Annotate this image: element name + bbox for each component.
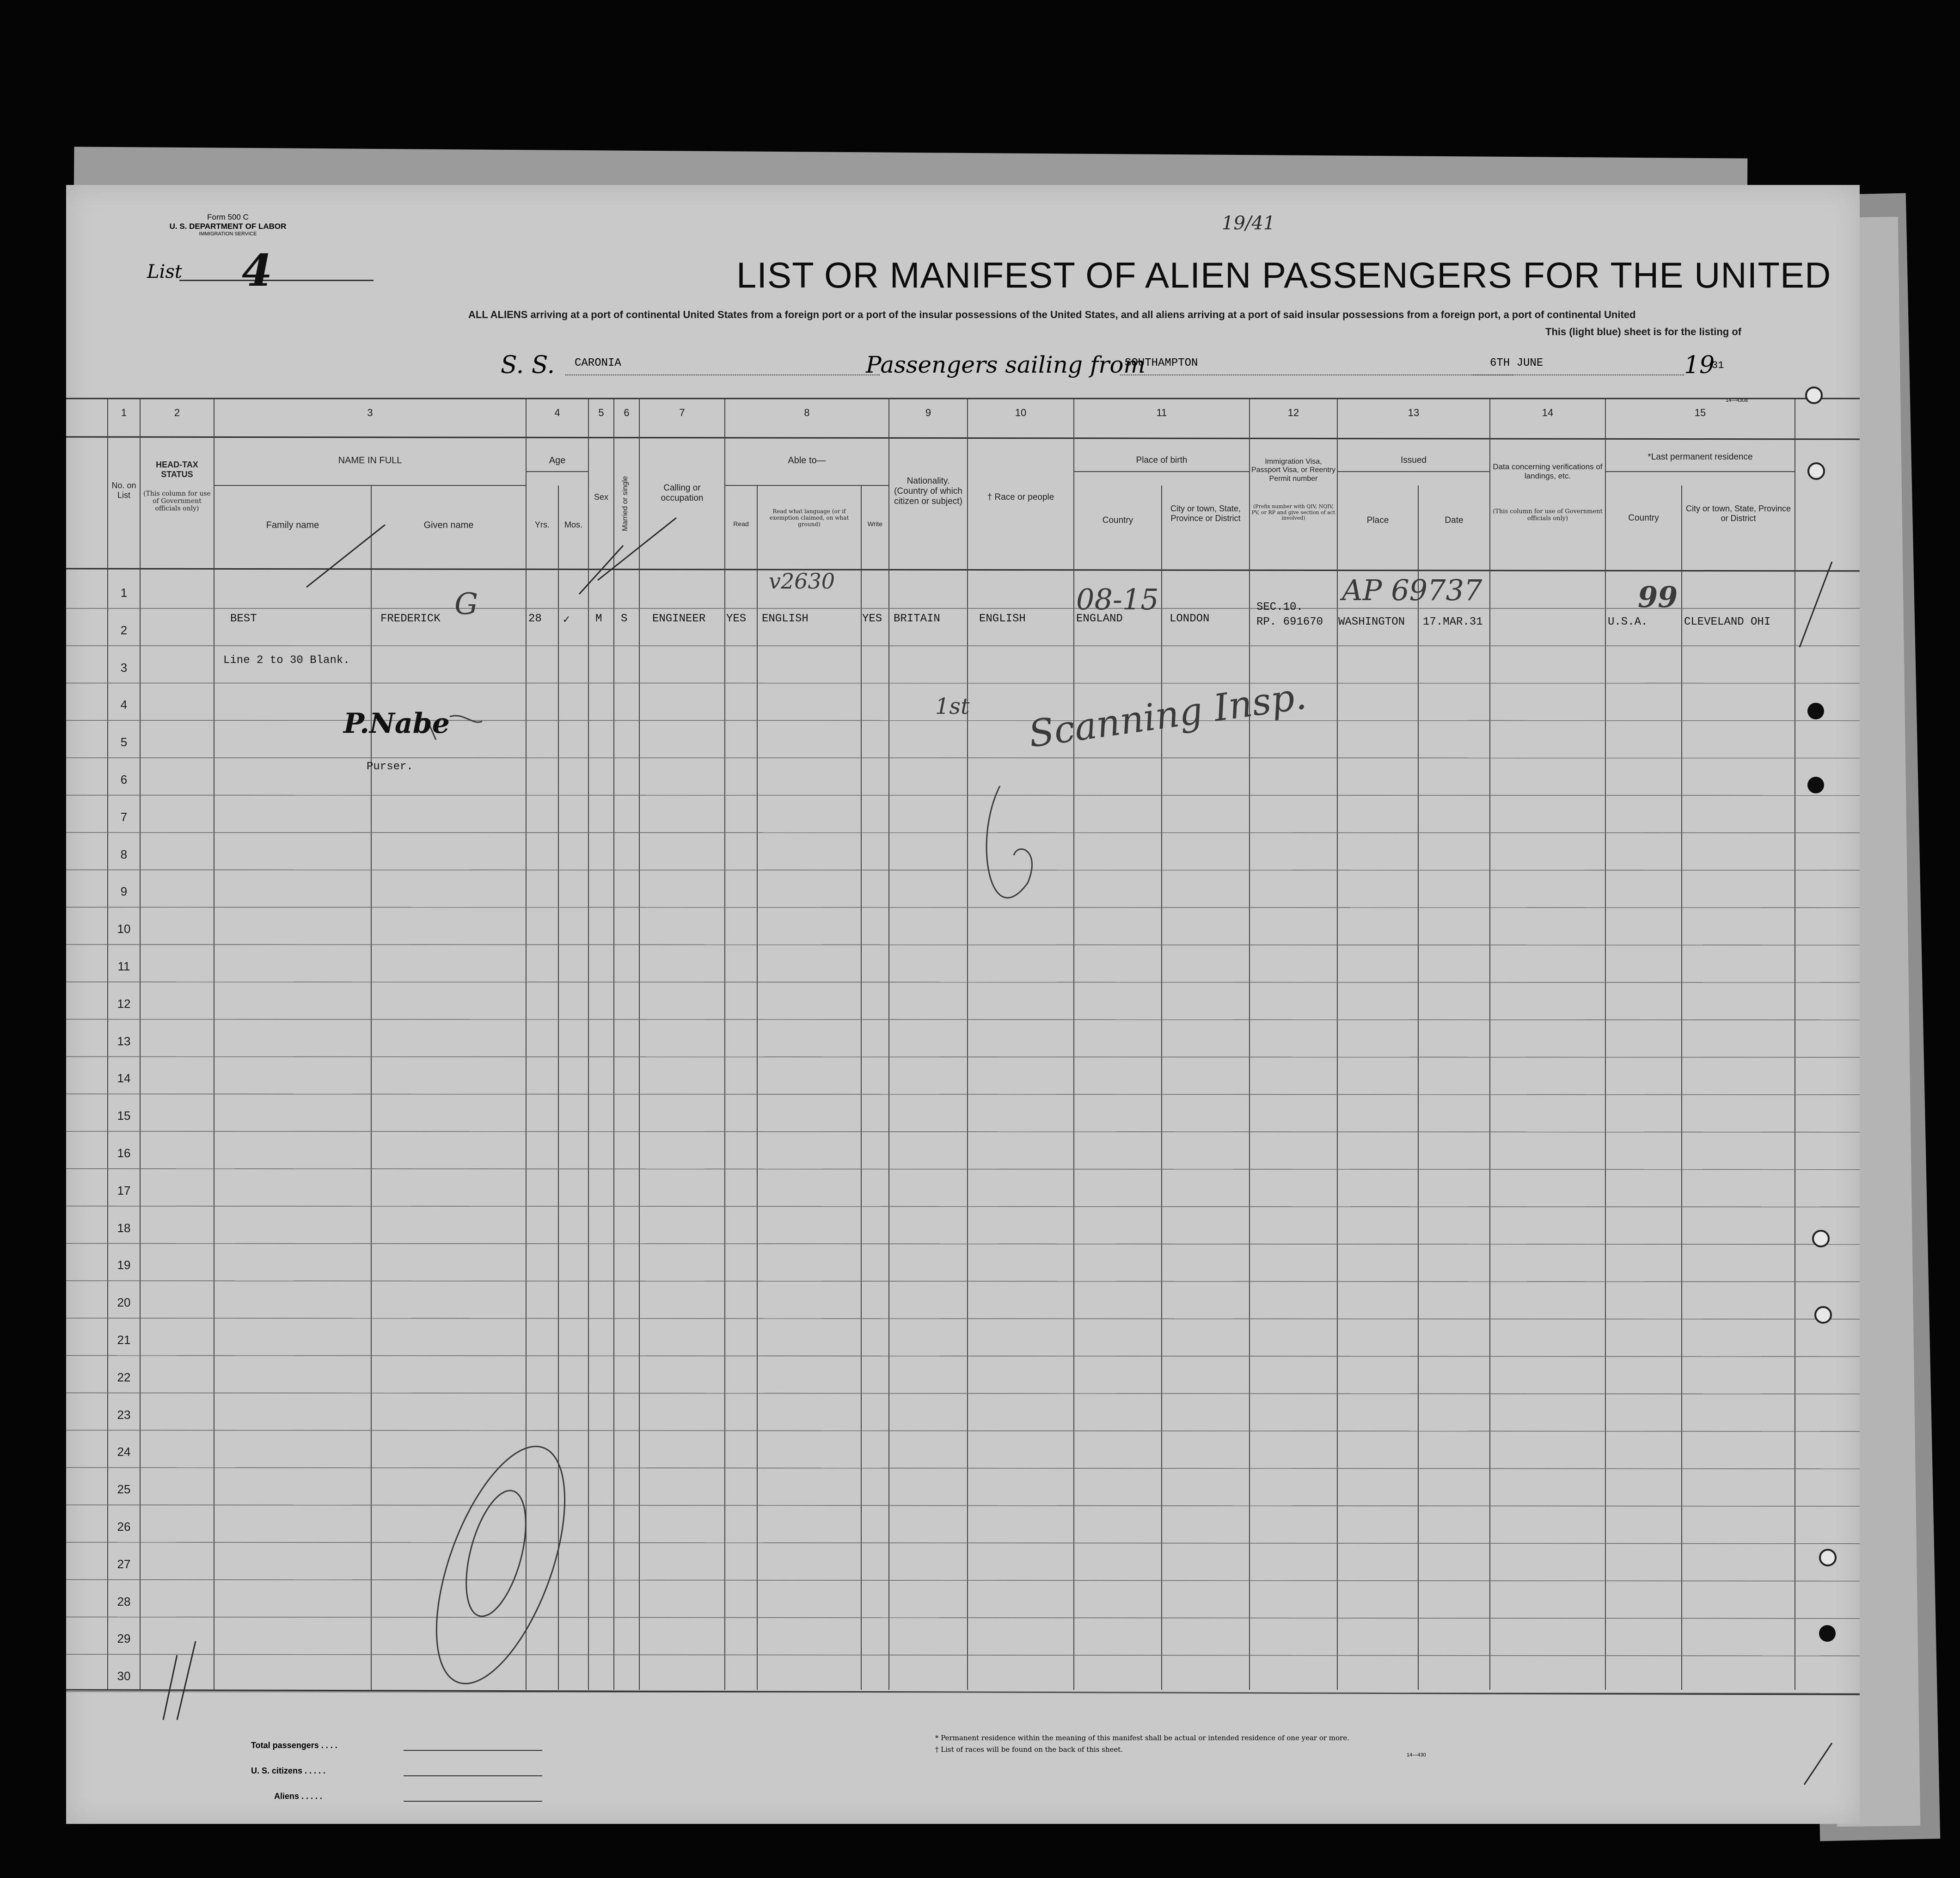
col-num-11: 11 (1156, 407, 1167, 418)
res-city-cell: CLEVELAND OHI (1684, 616, 1771, 628)
col-num-12: 12 (1287, 407, 1299, 418)
col-num-10: 10 (1015, 407, 1027, 418)
row-number: 8 (120, 847, 128, 861)
binder-hole (1812, 1230, 1830, 1247)
service-name: IMMIGRATION SERVICE (199, 231, 257, 237)
header-family-name: Family name (266, 520, 319, 530)
row-number: 3 (120, 660, 128, 675)
hand-read-number: v2630 (769, 569, 835, 594)
row-number: 23 (117, 1407, 131, 1422)
given-name-initial: G (454, 587, 478, 621)
age-months-cell: ✓ (563, 614, 570, 626)
year-suffix: 31 (1712, 360, 1724, 371)
row-number: 12 (117, 996, 131, 1011)
header-birth-city: City or town, State, Province or District (1170, 504, 1241, 523)
header-read: Read (733, 520, 749, 528)
age-years-cell: 28 (528, 613, 542, 625)
col-num-2: 2 (174, 407, 180, 418)
race-cell: ENGLISH (979, 613, 1026, 625)
ss-label: S. S. (501, 351, 555, 379)
hand-visa-number: AP 69737 (1342, 573, 1482, 607)
header-given-name: Given name (423, 520, 474, 530)
header-head-tax: HEAD-TAX STATUS (156, 460, 198, 479)
form-title: LIST OR MANIFEST OF ALIEN PASSENGERS FOR THE UNITED (736, 255, 1831, 295)
col-num-8: 8 (804, 407, 810, 418)
footnote-races: † List of races will be found on the back of this sheet. (935, 1745, 1123, 1754)
row-number: 10 (117, 922, 131, 936)
row-number: 11 (117, 959, 130, 973)
ship-name: CARONIA (575, 357, 621, 369)
header-last-residence: *Last permanent residence (1648, 452, 1753, 462)
aliens-label: Aliens . . . . . (274, 1792, 323, 1801)
binder-hole (1807, 777, 1824, 793)
sailing-label: Passengers sailing from (866, 351, 1145, 378)
row-number: 18 (117, 1221, 131, 1235)
hand-inspector-initial: 1st (935, 694, 970, 719)
us-citizens-label: U. S. citizens . . . . . (251, 1766, 326, 1775)
nationality-cell: BRITAIN (894, 613, 940, 625)
header-mos: Mos. (564, 520, 582, 529)
row-number: 9 (120, 884, 128, 899)
header-name-in-full: NAME IN FULL (338, 455, 402, 466)
col-num-13: 13 (1408, 407, 1420, 418)
marital-cell: S (621, 613, 628, 625)
header-able-to: Able to— (788, 455, 826, 466)
form-number: Form 500 C (207, 213, 249, 221)
header-res-country: Country (1628, 513, 1659, 523)
header-nationality: Nationality. (Country of which citizen or subject) (894, 476, 962, 506)
col-num-3: 3 (367, 407, 373, 418)
row-number: 19 (117, 1258, 131, 1272)
header-race: † Race or people (987, 492, 1054, 502)
row-number: 25 (117, 1482, 131, 1497)
issued-place-cell: WASHINGTON (1338, 616, 1405, 628)
purser-signature: P.Nabe (343, 707, 450, 740)
form-code: 14—430a (1726, 398, 1748, 403)
year-prefix: 19 (1684, 351, 1715, 379)
manifest-grid (66, 185, 1860, 1824)
footnote-residence: * Permanent residence within the meaning of this manifest shall be actual or intended residence of one year or more. (935, 1734, 1349, 1742)
intro-line-2: This (light blue) sheet is for the listing of (1545, 326, 1742, 338)
write-cell: YES (862, 613, 882, 625)
row-number: 30 (117, 1669, 131, 1683)
col-num-5: 5 (598, 407, 604, 418)
hand-inspector-signature: Scanning Insp. (1026, 674, 1309, 756)
read-cell: YES (726, 613, 747, 625)
header-visa: Immigration Visa, Passport Visa, or Reentry Permit number (1251, 458, 1335, 483)
header-read-lang: Read what language (or if exemption claimed, on what ground) (769, 508, 849, 528)
language-cell: ENGLISH (762, 613, 808, 625)
binder-hole (1807, 703, 1824, 719)
total-passengers-line (404, 1750, 542, 1751)
sailing-date: 6TH JUNE (1490, 357, 1544, 369)
col-num-6: 6 (624, 407, 630, 418)
col-num-1: 1 (121, 407, 127, 418)
us-citizens-line (404, 1775, 542, 1776)
list-label: List (147, 261, 182, 282)
header-place-of-birth: Place of birth (1136, 455, 1188, 465)
family-name-cell: BEST (230, 613, 257, 625)
sex-cell: M (595, 613, 602, 625)
row-number: 26 (117, 1520, 131, 1534)
total-passengers-label: Total passengers . . . . (251, 1741, 337, 1750)
top-scrawl: 19/41 (1222, 213, 1275, 234)
row-number: 21 (117, 1333, 131, 1347)
header-married: Married or single (621, 476, 629, 531)
row-number: 5 (120, 735, 128, 749)
row-number: 17 (117, 1183, 131, 1197)
header-issued-date: Date (1445, 516, 1464, 525)
birth-city-cell: LONDON (1170, 613, 1210, 625)
header-landing: Data concerning verifications of landings, etc. (1493, 462, 1603, 480)
purser-title: Purser. (367, 761, 413, 773)
list-number: 4 (242, 245, 273, 296)
row-number: 14 (117, 1071, 131, 1086)
res-country-cell: U.S.A. (1608, 616, 1648, 628)
binder-hole (1819, 1549, 1837, 1566)
col-num-14: 14 (1542, 407, 1554, 418)
col-num-15: 15 (1694, 407, 1706, 418)
header-yrs: Yrs. (534, 520, 550, 529)
row-number: 24 (117, 1445, 131, 1459)
binder-hole (1805, 387, 1823, 404)
footer-form-code: 14—430 (1407, 1752, 1426, 1758)
port-name: SOUTHAMPTON (1125, 357, 1198, 369)
row-number: 13 (117, 1034, 131, 1048)
header-sex: Sex (594, 492, 609, 502)
given-name-cell: FREDERICK (380, 613, 441, 625)
row-number: 7 (120, 810, 128, 824)
header-age: Age (549, 455, 566, 466)
row-number: 16 (117, 1146, 131, 1160)
binder-hole (1814, 1306, 1832, 1324)
header-calling: Calling or occupation (661, 483, 704, 503)
row-number: 4 (120, 698, 128, 712)
department-name: U. S. DEPARTMENT OF LABOR (169, 222, 287, 231)
header-landing-note: (This column for use of Government officials only) (1493, 508, 1603, 522)
col-num-4: 4 (554, 407, 560, 418)
row-number: 15 (117, 1109, 131, 1123)
binder-hole (1807, 462, 1825, 480)
manifest-sheet (66, 185, 1860, 1824)
col-num-7: 7 (679, 407, 685, 418)
visa-section-cell: SEC.10. (1256, 601, 1303, 614)
aliens-line (404, 1801, 542, 1802)
intro-line-1: ALL ALIENS arriving at a port of continental United States from a foreign port or a port of the insular possessions of the United States, and all aliens arriving at a port of said insular possessions from a foreign port, a port of continental United (468, 309, 1636, 320)
header-head-tax-note: (This column for use of Government officials only) (143, 490, 211, 513)
header-res-city: City or town, State, Province or District (1685, 504, 1791, 523)
row-number: 1 (120, 586, 128, 600)
header-visa-note: (Prefix number with QIV, NQIV, PV, or RP and give section of act involved) (1251, 503, 1335, 522)
row-number: 20 (117, 1295, 131, 1310)
header-write: Write (867, 520, 883, 528)
row-number: 2 (120, 623, 128, 637)
occupation-cell: ENGINEER (652, 613, 706, 625)
header-birth-country: Country (1102, 516, 1133, 525)
visa-number-cell: RP. 691670 (1256, 616, 1323, 628)
row-number: 27 (117, 1557, 131, 1571)
col-num-9: 9 (925, 407, 931, 418)
birth-country-cell: ENGLAND (1076, 613, 1123, 625)
issued-date-cell: 17.MAR.31 (1423, 616, 1483, 628)
row-number: 22 (117, 1370, 131, 1384)
blank-lines-note: Line 2 to 30 Blank. (223, 654, 350, 667)
header-no-on-list: No. on List (111, 481, 136, 500)
hand-birth-code: 08-15 (1076, 583, 1159, 616)
hand-residence-code: 99 (1638, 580, 1678, 614)
header-issued-place: Place (1366, 516, 1389, 525)
row-number: 29 (117, 1632, 131, 1646)
binder-hole (1819, 1625, 1836, 1642)
header-issued: Issued (1401, 455, 1427, 465)
row-number: 28 (117, 1594, 131, 1608)
row-number: 6 (120, 773, 128, 786)
